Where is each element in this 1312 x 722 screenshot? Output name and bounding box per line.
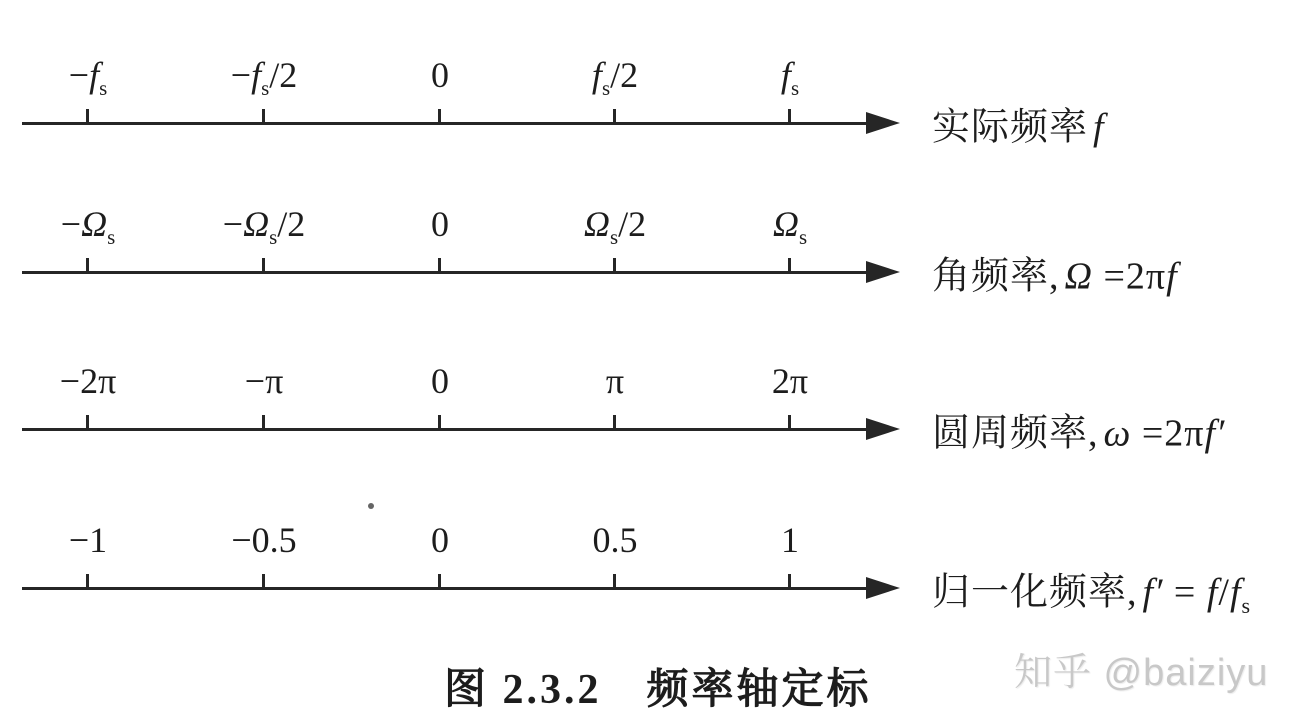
tick-label: $f_s/2$ (591, 55, 639, 101)
tick-label: −1 (68, 520, 108, 560)
tick-mark (262, 109, 265, 122)
axis-title: 归一化频率, $f' = f/f_s$ (932, 571, 1252, 618)
tick-label: $-\Omega_s/2$ (222, 204, 306, 250)
tick-label: 0 (431, 55, 449, 95)
tick-label: $-\Omega_s$ (60, 204, 116, 250)
axis-arrowhead-icon (866, 418, 900, 440)
watermark: 知乎 @baiziyu (1014, 652, 1269, 694)
axis-angular-frequency (0, 202, 1312, 314)
tick-label: π (605, 361, 625, 401)
tick-label: −0.5 (231, 520, 297, 560)
tick-mark (613, 258, 616, 271)
tick-mark (262, 258, 265, 271)
tick-mark (438, 415, 441, 428)
axis-actual-frequency (0, 53, 1312, 165)
tick-mark (788, 574, 791, 587)
tick-mark (788, 415, 791, 428)
figure-caption: 图 2.3.2 频率轴定标 (444, 667, 872, 713)
tick-label: $\Omega_s$ (772, 204, 808, 250)
tick-mark (613, 574, 616, 587)
tick-mark (86, 258, 89, 271)
tick-mark (86, 574, 89, 587)
axis-normalized-frequency (0, 518, 1312, 630)
axis-circular-frequency (0, 359, 1312, 471)
tick-label: $\Omega_s/2$ (583, 204, 647, 250)
axis-arrowhead-icon (866, 261, 900, 283)
tick-label: $-f_s/2$ (230, 55, 298, 101)
axis-line (22, 271, 870, 274)
tick-label: 0.5 (592, 520, 638, 560)
tick-mark (613, 415, 616, 428)
axis-title: 角频率, Ω =2πf (932, 255, 1178, 298)
tick-mark (262, 415, 265, 428)
tick-mark (86, 415, 89, 428)
axis-arrowhead-icon (866, 112, 900, 134)
tick-label: −2π (59, 361, 117, 401)
axis-line (22, 428, 870, 431)
tick-mark (788, 109, 791, 122)
tick-mark (438, 258, 441, 271)
axis-line (22, 587, 870, 590)
tick-mark (613, 109, 616, 122)
tick-mark (788, 258, 791, 271)
scan-speck (368, 503, 374, 509)
tick-label: $f_s$ (780, 55, 800, 101)
tick-label: 0 (431, 520, 449, 560)
axis-arrowhead-icon (866, 577, 900, 599)
tick-mark (262, 574, 265, 587)
tick-label: 0 (431, 361, 449, 401)
tick-label: −π (244, 361, 284, 401)
axis-title: 实际频率 f (932, 106, 1105, 149)
tick-label: 0 (431, 204, 449, 244)
tick-mark (86, 109, 89, 122)
tick-label: 2π (771, 361, 809, 401)
axis-title: 圆周频率, ω =2πf′ (932, 412, 1226, 455)
tick-label: $-f_s$ (68, 55, 108, 101)
tick-mark (438, 109, 441, 122)
tick-mark (438, 574, 441, 587)
tick-label: 1 (781, 520, 799, 560)
axis-line (22, 122, 870, 125)
